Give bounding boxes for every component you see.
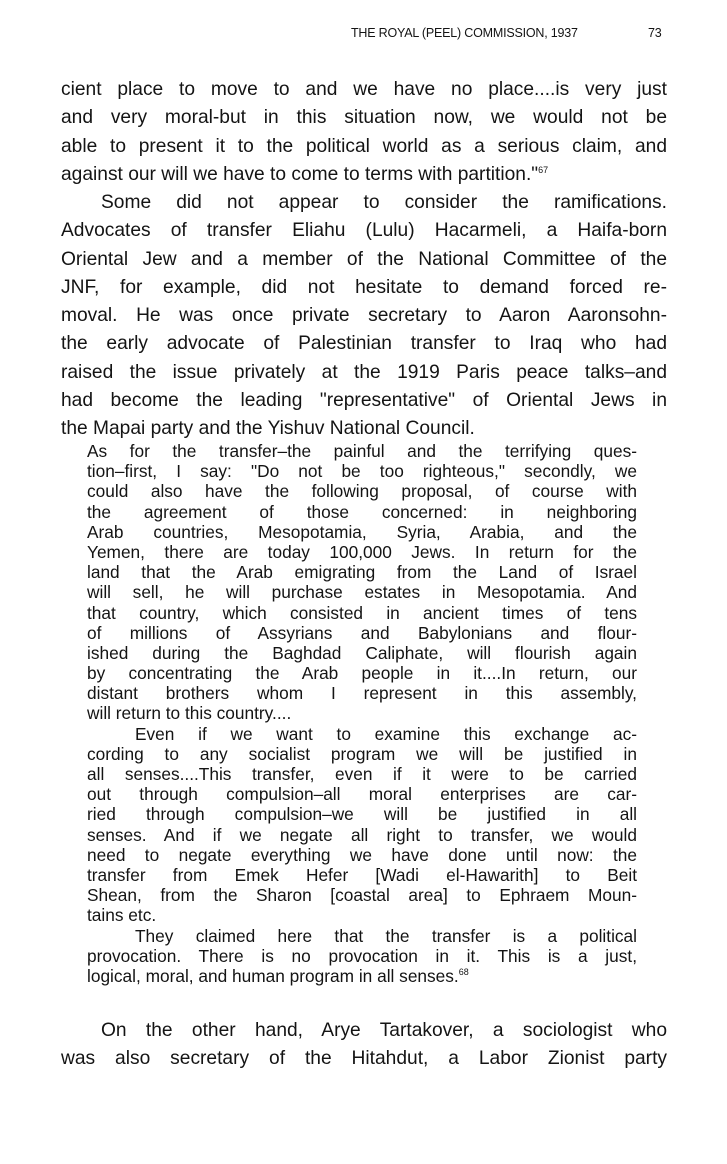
text-line [61,161,667,189]
quote-line: ished during the Baghdad Caliphate, will flourish again [87,642,637,663]
text-line: and very moral-but in this situation now, we would not be [61,107,667,129]
quote-line: provocation. There is no provocation in it. This is a just, [87,945,637,966]
quote-line: tion–first, I say: "Do not be too righteous," secondly, we [87,461,637,482]
quote-line: distant brothers whom I represent in this assembly, [87,683,637,704]
text-line: Some did not appear to consider the ramifications. [101,192,667,213]
page-number: 73 [648,26,662,40]
running-head [351,26,681,40]
quote-line: Arab countries, Mesopotamia, Syria, Arabia, and the [87,521,637,542]
quote-line: tains etc. [87,905,157,926]
paragraph-tartakover [61,1017,667,1074]
block-quote [87,441,637,986]
text-line: Oriental Jew and a member of the National Committee of the [61,248,667,270]
quote-line [87,966,637,986]
quote-line: that country, which consisted in ancient times of tens [87,602,637,623]
footnote-marker: 67 [538,164,549,175]
text-line: able to present it to the political world as a serious claim, and [61,135,667,157]
quote-line: out through compulsion–all moral enterprises are car- [87,784,637,805]
text-line-content: against our will we have to come to terms with partition." [61,163,539,185]
text-line: moval. He was once private secretary to Aaron Aaronsohn- [61,305,667,327]
quote-line: ried through compulsion–we will be justified in all [87,804,637,825]
quote-line: Shean, from the Sharon [coastal area] to Ephraem Moun- [87,885,637,906]
text-line: Advocates of transfer Eliahu (Lulu) Hacarmeli, a Haifa-born [61,220,667,242]
paragraph-hacarmeli [61,189,667,444]
quote-line: Even if we want to examine this exchange ac- [135,723,637,744]
text-line: was also secretary of the Hitahdut, a Labor Zionist party [61,1048,667,1070]
text-line: cient place to move to and we have no place....is very just [61,79,667,100]
text-line: the Mapai party and the Yishuv National Council. [61,418,475,440]
footnote-marker: 68 [458,966,469,977]
paragraph-continuation [61,76,667,189]
quote-line: could also have the following proposal, of course with [87,481,637,502]
quote-line: cording to any socialist program we will be justified in [87,743,637,764]
quote-line: the agreement of those concerned: in neighboring [87,501,637,522]
quote-line: As for the transfer–the painful and the terrifying ques- [87,441,637,461]
quote-line: need to negate everything we have done until now: the [87,844,637,865]
quote-line: senses. And if we negate all right to transfer, we would [87,824,637,845]
quote-line: Yemen, there are today 100,000 Jews. In return for the [87,541,637,562]
quote-line: transfer from Emek Hefer [Wadi el-Hawarith] to Beit [87,864,637,885]
quote-line: land that the Arab emigrating from the Land of Israel [87,562,637,583]
quote-line: all senses....This transfer, even if it were to be carried [87,764,637,784]
text-line: raised the issue privately at the 1919 Paris peace talks–and [61,361,667,383]
text-line: JNF, for example, did not hesitate to demand forced re- [61,276,667,298]
text-line: On the other hand, Arye Tartakover, a sociologist who [101,1020,667,1041]
text-line: had become the leading "representative" of Oriental Jews in [61,390,667,412]
running-head-title: THE ROYAL (PEEL) COMMISSION, 1937 [351,26,578,40]
quote-line: will sell, he will purchase estates in Mesopotamia. And [87,582,637,603]
quote-line: of millions of Assyrians and Babylonians and flour- [87,622,637,643]
quote-line: by concentrating the Arab people in it....In return, our [87,663,637,684]
text-line: the early advocate of Palestinian transfer to Iraq who had [61,333,667,355]
quote-line: They claimed here that the transfer is a political [135,925,637,946]
quote-line-content: logical, moral, and human program in all senses. [87,965,459,986]
quote-line: will return to this country.... [87,703,292,724]
